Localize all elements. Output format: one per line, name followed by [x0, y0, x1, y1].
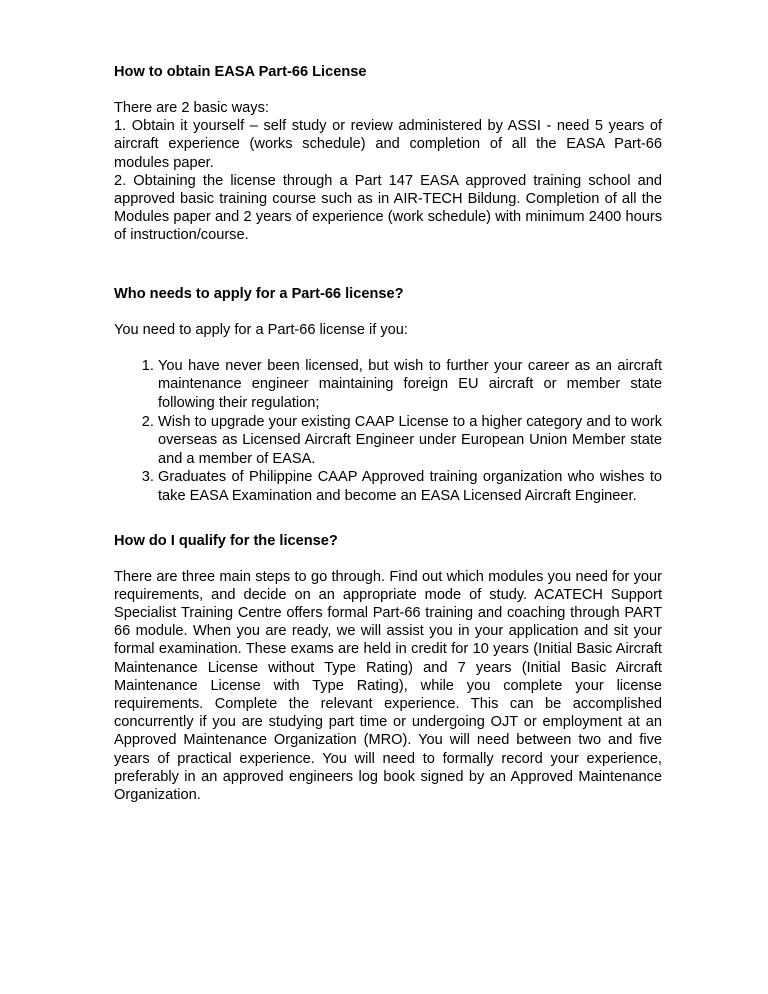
basic-ways-intro: There are 2 basic ways: — [114, 100, 269, 116]
list-item: 3. Graduates of Philippine CAAP Approved training organization who wishes to take EASA Examination and become an EASA Licensed Aircraft Engineer. — [158, 468, 662, 505]
section-heading-obtain-license: How to obtain EASA Part-66 License — [114, 64, 367, 80]
apply-reasons-list — [114, 357, 662, 506]
list-item: 2. Wish to upgrade your existing CAAP License to a higher category and to work overseas as Licensed Aircraft Engineer under European Union Member state and a member of EASA. — [158, 413, 662, 469]
way-1-text: 1. Obtain it yourself – self study or review administered by ASSI - need 5 years of aircraft experience (works schedule) and completion of all the EASA Part-66 modules paper. — [114, 118, 662, 171]
document-page — [114, 63, 662, 804]
apply-intro: You need to apply for a Part-66 license if you: — [114, 321, 408, 338]
list-item: 1. You have never been licensed, but wish to further your career as an aircraft maintenance engineer maintaining foreign EU aircraft or member state following their regulation; — [158, 357, 662, 413]
way-2-text: 2. Obtaining the license through a Part 147 EASA approved training school and approved basic training course such as in AIR-TECH Bildung. Completion of all the Modules paper and 2 years of experience (work schedule) with minimum 2400 hours of instruction/course. — [114, 172, 662, 244]
qualify-body: There are three main steps to go through. Find out which modules you need for your requirements, and decide on an appropriate mode of study. ACATECH Support Specialist Training Centre offers formal Part-66 training and coaching through PART 66 module. When you are ready, we will assist you in your application and sit your formal examination. These exams are held in credit for 10 years (Initial Basic Aircraft Maintenance License without Type Rating) and 7 years (Initial Basic Aircraft Maintenance License with Type Rating), while you complete your license requirements. Complete the relevant experience. This can be accomplished concurrently if you are studying part time or undergoing OJT or employment at an Approved Maintenance Organization (MRO). You will need between two and five years of practical experience. You will need to formally record your experience, preferably in an approved engineers log book signed by an Approved Maintenance Organization. — [114, 568, 662, 804]
section-heading-who-needs-license: Who needs to apply for a Part-66 license? — [114, 285, 404, 302]
section-heading-qualify: How do I qualify for the license? — [114, 532, 338, 549]
